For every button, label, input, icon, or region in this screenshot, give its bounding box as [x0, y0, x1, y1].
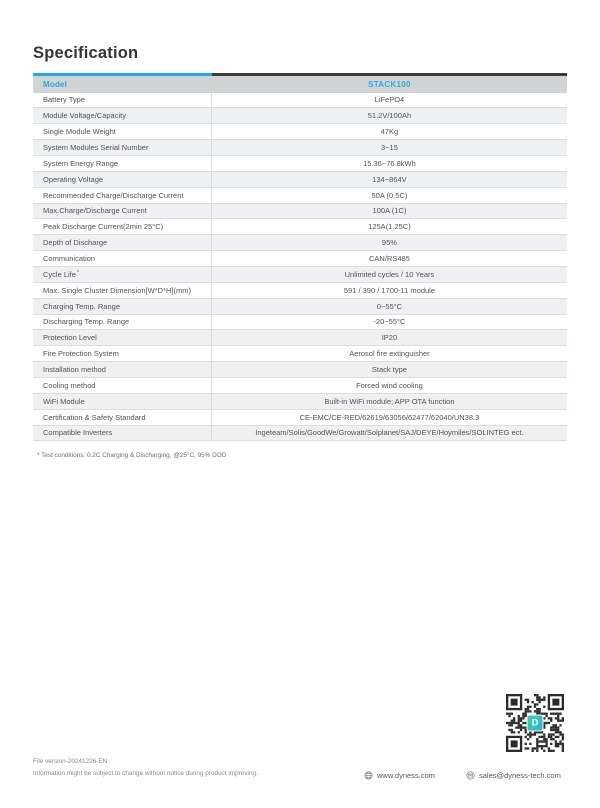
spec-table — [33, 73, 567, 441]
spec-label: Battery Type — [33, 93, 212, 108]
spec-row — [33, 330, 567, 346]
spec-label: Installation method — [33, 362, 212, 377]
spec-row — [33, 378, 567, 394]
spec-row — [33, 362, 567, 378]
email-icon — [466, 771, 475, 780]
spec-label: Fire Protection System — [33, 346, 212, 361]
spec-value: Forced wind cooling — [356, 380, 423, 390]
page-title: Specification — [33, 44, 139, 62]
spec-value: Unlimited cycles / 10 Years — [344, 269, 435, 279]
spec-label: WiFi Module — [33, 394, 212, 409]
spec-value: 15.36~76.8kWh — [363, 158, 416, 168]
spec-row — [33, 140, 567, 156]
spec-value: Ingeteam/Solis/GoodWe/Growatt/Solplanet/SAJ/DEYE/Hoymiles/SOLINTEG ect. — [255, 428, 524, 438]
table-top-rule — [33, 73, 567, 76]
spec-value: IP20 — [381, 333, 398, 343]
spec-value: 3~15 — [380, 143, 398, 152]
spec-label: Cooling method — [33, 378, 212, 393]
spec-value: 47Kg — [380, 127, 399, 137]
spec-label: Discharging Temp. Range — [33, 315, 212, 330]
spec-value: 51.2V/100Ah — [367, 111, 412, 121]
website-contact — [364, 771, 435, 780]
spec-label: Charging Temp. Range — [33, 299, 212, 314]
spec-row — [33, 283, 567, 299]
spec-value: 50A (0.5C) — [371, 190, 408, 200]
spec-label: Protection Level — [33, 330, 212, 345]
spec-row — [33, 410, 567, 426]
spec-row — [33, 93, 567, 109]
top-rule-accent-segment — [33, 73, 212, 76]
spec-label: Peak Discharge Current(2min 25°C) — [33, 219, 212, 234]
spec-label: Module Voltage/Capacity — [33, 108, 212, 123]
spec-row — [33, 204, 567, 220]
spec-label: Certification & Safety Standard — [33, 410, 212, 425]
spec-value: CAN/RS485 — [369, 254, 410, 264]
spec-value: 95% — [381, 238, 397, 248]
spec-label: Cycle Life * — [33, 267, 212, 282]
email-contact — [466, 771, 561, 780]
email-text: sales@dyness-tech.com — [479, 771, 561, 780]
globe-icon — [364, 771, 373, 780]
spec-row — [33, 219, 567, 235]
spec-value: 134~864V — [372, 174, 407, 184]
file-version-text: File version-20241226-EN — [33, 758, 108, 765]
spec-row — [33, 156, 567, 172]
website-text: www.dyness.com — [377, 771, 435, 780]
spec-label: Communication — [33, 251, 212, 266]
spec-row — [33, 108, 567, 124]
spec-row — [33, 251, 567, 267]
spec-label: Single Module Weight — [33, 124, 212, 139]
spec-row — [33, 299, 567, 315]
spec-value: 100A (1C) — [372, 206, 407, 216]
spec-label: Compatible Inverters — [33, 426, 212, 441]
spec-value: 0~55°C — [376, 301, 403, 311]
spec-value: LiFePO4 — [374, 95, 405, 105]
spec-value: -20~55°C — [373, 317, 406, 327]
spec-value: CE-EMC/CE-RED/62619/63056/62477/62040/UN38.3 — [299, 412, 480, 422]
spec-label: Depth of Discharge — [33, 235, 212, 250]
header-model-label: Model — [43, 79, 68, 89]
spec-label: Operating Voltage — [33, 172, 212, 187]
qr-center-logo — [527, 715, 544, 732]
spec-label: Max. Single Cluster Dimension[W*D*H](mm) — [33, 283, 212, 298]
spec-value: Stack type — [371, 365, 407, 375]
spec-row — [33, 315, 567, 331]
spec-row — [33, 188, 567, 204]
spec-value: Built-in WiFi module; APP OTA function — [324, 396, 455, 406]
spec-label: System Energy Range — [33, 156, 212, 171]
qr-code — [506, 694, 564, 752]
spec-row — [33, 235, 567, 251]
spec-row — [33, 267, 567, 283]
test-conditions-footnote: * Test conditions: 0.2C Charging & Discharging, @25°C, 95% DOD — [37, 452, 227, 459]
spec-value: Aerosol fire extinguisher — [349, 349, 430, 359]
top-rule-dark-segment — [212, 73, 567, 76]
spec-label: System Modules Serial Number — [33, 140, 212, 155]
spec-row — [33, 346, 567, 362]
spec-label: Max.Charge/Discharge Current — [33, 204, 212, 219]
table-header-row — [33, 76, 567, 93]
spec-row — [33, 394, 567, 410]
spec-value: 125A(1.25C) — [368, 222, 411, 232]
disclaimer-text: Information might be subject to change without notice during product improving. — [33, 770, 258, 777]
spec-label: Recommended Charge/Discharge Current — [33, 188, 212, 203]
spec-row — [33, 172, 567, 188]
header-model-value: STACK100 — [368, 79, 411, 89]
spec-row — [33, 426, 567, 442]
qr-logo-letter: D — [531, 717, 539, 728]
spec-value: 591 / 390 / 1700-11 module — [343, 285, 436, 295]
spec-row — [33, 124, 567, 140]
spec-table-body — [33, 93, 567, 442]
